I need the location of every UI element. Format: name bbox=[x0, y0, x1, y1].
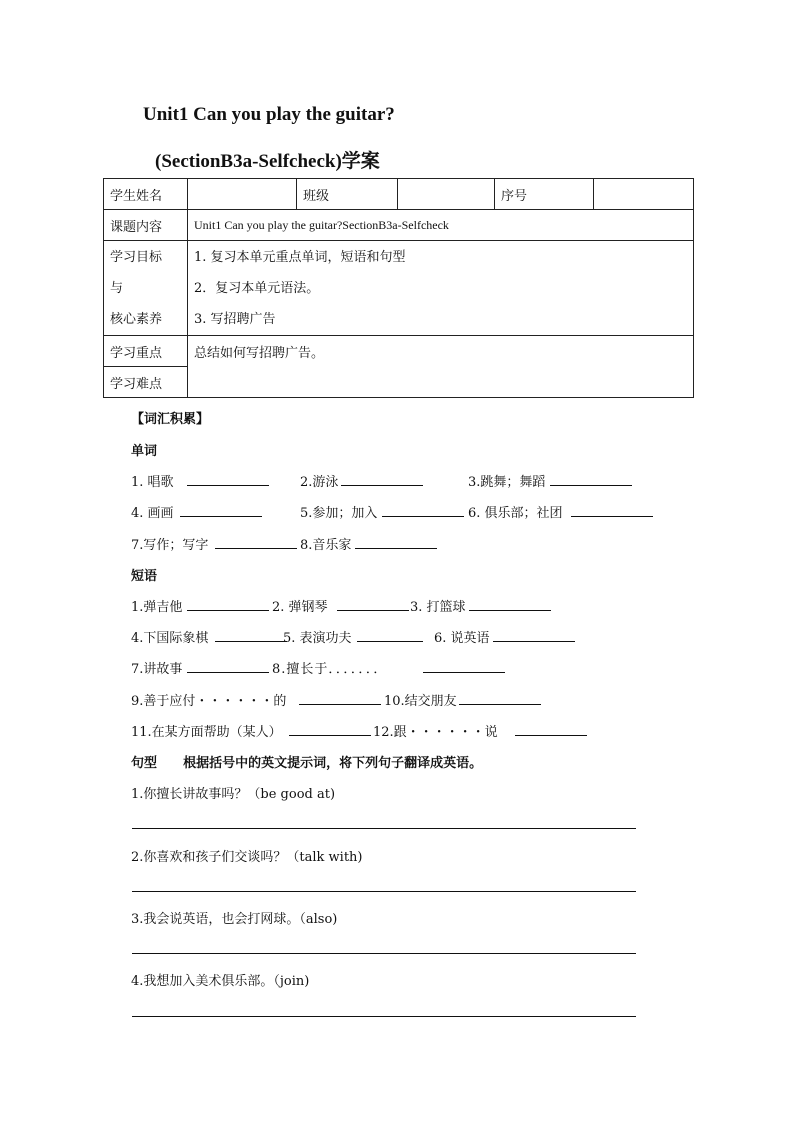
goals-label-line: 学习目标 bbox=[110, 249, 163, 265]
phrase-prompt: 12.跟・・・・・・说 bbox=[373, 725, 498, 740]
goals-list bbox=[188, 241, 694, 336]
phrase-prompt: 3. 打篮球 bbox=[410, 600, 466, 615]
phrase-prompt: 1.弹吉他 bbox=[131, 600, 183, 615]
answer-blank[interactable] bbox=[459, 690, 541, 705]
answer-blank[interactable] bbox=[357, 627, 423, 642]
sentences-header bbox=[131, 752, 482, 771]
phrase-prompt: 4.下国际象棋 bbox=[131, 631, 209, 646]
sentence-prompt: 2.你喜欢和孩子们交谈吗？（talk with) bbox=[131, 850, 363, 865]
answer-blank[interactable] bbox=[215, 534, 297, 549]
phrase-prompt: 10.结交朋友 bbox=[384, 694, 457, 709]
key-point-label: 学习重点 bbox=[104, 336, 188, 367]
answer-blank[interactable] bbox=[180, 502, 262, 517]
goal-item: 1. 复习本单元重点单词，短语和句型 bbox=[194, 249, 406, 265]
phrase-prompt: 2. 弹钢琴 bbox=[272, 600, 328, 615]
goal-item: 3. 写招聘广告 bbox=[194, 311, 276, 327]
answer-blank[interactable] bbox=[299, 690, 381, 705]
word-prompt: 5.参加；加入 bbox=[300, 506, 378, 521]
phrase-prompt: 11.在某方面帮助（某人） bbox=[131, 725, 282, 740]
sentence-prompt: 3.我会说英语，也会打网球。（also) bbox=[131, 912, 338, 927]
goals-label-line: 与 bbox=[110, 280, 124, 296]
phrase-prompt: 8.擅长于．．．．．．． bbox=[272, 662, 388, 677]
word-prompt: 1. 唱歌 bbox=[131, 475, 174, 490]
goals-label bbox=[104, 241, 188, 336]
key-point-value: 总结如何写招聘广告。 bbox=[188, 336, 694, 398]
words-heading: 单词 bbox=[131, 444, 158, 459]
student-name-label: 学生姓名 bbox=[104, 179, 188, 210]
answer-blank[interactable] bbox=[187, 471, 269, 486]
phrase-prompt: 5. 表演功夫 bbox=[283, 631, 352, 646]
answer-blank[interactable] bbox=[493, 627, 575, 642]
answer-line[interactable] bbox=[132, 828, 636, 829]
answer-blank[interactable] bbox=[571, 502, 653, 517]
answer-blank[interactable] bbox=[423, 658, 505, 673]
answer-blank[interactable] bbox=[355, 534, 437, 549]
word-prompt: 6. 俱乐部；社团 bbox=[468, 506, 563, 521]
seat-number-label: 序号 bbox=[495, 179, 594, 210]
phrase-prompt: 6. 说英语 bbox=[434, 631, 490, 646]
info-table bbox=[103, 178, 694, 398]
topic-label: 课题内容 bbox=[104, 210, 188, 241]
worksheet-title: Unit1 Can you play the guitar? bbox=[143, 104, 395, 125]
class-label: 班级 bbox=[297, 179, 398, 210]
answer-blank[interactable] bbox=[341, 471, 423, 486]
word-prompt: 7.写作；写字 bbox=[131, 538, 209, 553]
answer-line[interactable] bbox=[132, 953, 636, 954]
word-prompt: 8.音乐家 bbox=[300, 538, 352, 553]
answer-blank[interactable] bbox=[187, 658, 269, 673]
answer-blank[interactable] bbox=[550, 471, 632, 486]
topic-value: Unit1 Can you play the guitar?SectionB3a-Selfcheck bbox=[188, 210, 694, 241]
sentences-instruction: 根据括号中的英文提示词，将下列句子翻译成英语。 bbox=[183, 756, 483, 771]
answer-blank[interactable] bbox=[187, 596, 269, 611]
answer-blank[interactable] bbox=[382, 502, 464, 517]
answer-line[interactable] bbox=[132, 891, 636, 892]
sentence-prompt: 1.你擅长讲故事吗？（be good at) bbox=[131, 787, 336, 802]
sentences-heading: 句型 bbox=[131, 756, 158, 771]
phrases-heading: 短语 bbox=[131, 569, 158, 584]
answer-blank[interactable] bbox=[337, 596, 409, 611]
worksheet-subtitle: (SectionB3a-Selfcheck)学案 bbox=[155, 151, 380, 172]
word-prompt: 4. 画画 bbox=[131, 506, 174, 521]
word-prompt: 2.游泳 bbox=[300, 475, 339, 490]
phrase-prompt: 9.善于应付・・・・・・的 bbox=[131, 694, 287, 709]
goal-item: 2．复习本单元语法。 bbox=[194, 280, 320, 296]
answer-line[interactable] bbox=[132, 1016, 636, 1017]
answer-blank[interactable] bbox=[469, 596, 551, 611]
class-field[interactable] bbox=[398, 179, 495, 210]
word-prompt: 3.跳舞；舞蹈 bbox=[468, 475, 546, 490]
goals-label-line: 核心素养 bbox=[110, 311, 163, 327]
student-name-field[interactable] bbox=[188, 179, 297, 210]
sentence-prompt: 4.我想加入美术俱乐部。（join) bbox=[131, 974, 310, 989]
phrase-prompt: 7.讲故事 bbox=[131, 662, 183, 677]
answer-blank[interactable] bbox=[515, 721, 587, 736]
vocab-section-heading: 【词汇积累】 bbox=[131, 412, 210, 427]
difficulty-label: 学习难点 bbox=[104, 367, 188, 398]
seat-number-field[interactable] bbox=[594, 179, 694, 210]
answer-blank[interactable] bbox=[289, 721, 371, 736]
answer-blank[interactable] bbox=[215, 627, 287, 642]
